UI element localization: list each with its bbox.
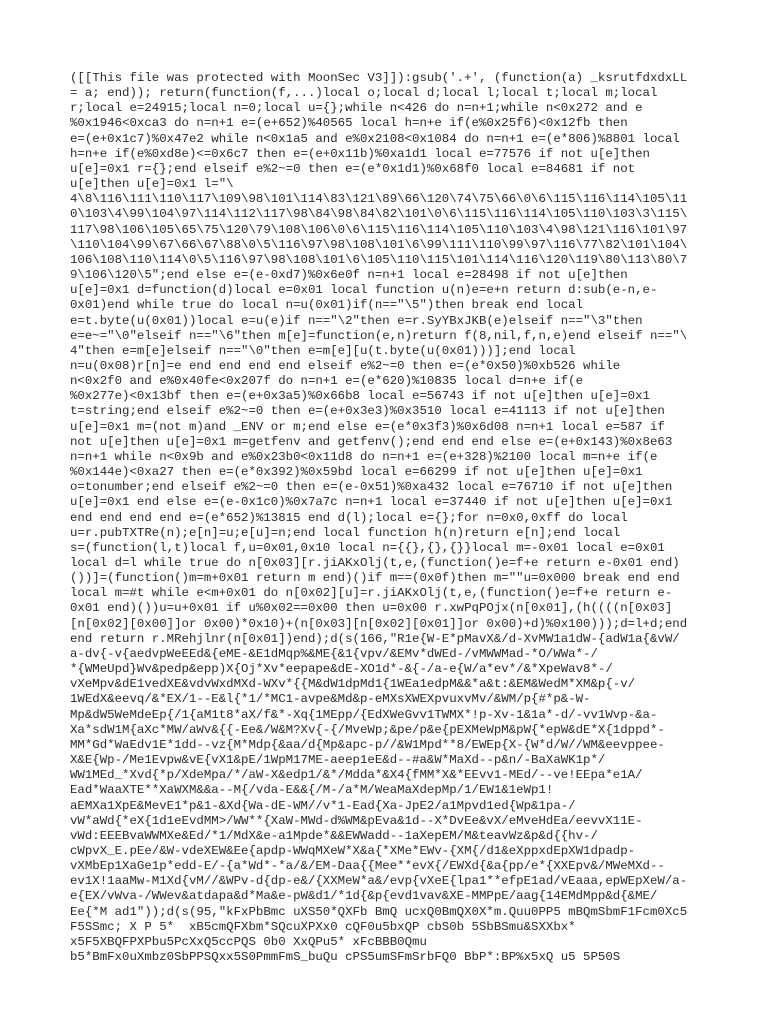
code-line: not u[e]then u[e]=0x1 m=getfenv and getfenv();end end end else e=(e+0x143)%0x8e63	[70, 434, 673, 449]
code-line: o=tonumber;end elseif e%2~=0 then e=(e-0x51)%0xa432 local e=76710 if not u[e]then	[70, 480, 673, 495]
code-line: 9\106\120\5";end else e=(e-0xd7)%0x6e0f n=n+1 local e=28498 if not u[e]then	[70, 268, 628, 283]
code-line: [n[0x02][0x00]]or 0x00)*0x10)+(n[0x03][n[0x02][0x01]]or 0x00)+d)%0x100)));d=l+d;end	[70, 616, 688, 631]
code-line: r;local e=24915;local n=0;local u={};while n<426 do n=n+1;while n<0x272 and e	[70, 101, 643, 116]
code-line: Xa*sdW1M{aXc*MW/aWv&{{-Ee&/W&M?Xv{-{/MveWp;&pe/p&e{pEXMeWpM&pW{*epW&dE*X{1dppd*-	[70, 722, 665, 737]
code-line: u[e]=0x1 end else e=(e-0x1c0)%0x7a7c n=n+1 local e=37440 if not u[e]then u[e]=0x1	[70, 495, 673, 510]
code-line: cWpvX_E.pEe/&W-vdeXEW&Ee{apdp-WWqMXeW*X&a{*XMe*EWv-{XM{/d1&eXppxdEpXW1dpadp-	[70, 843, 636, 858]
obfuscated-lua-code-block	[70, 71, 710, 965]
code-line: F5SSmc; X P 5* xB5cmQFXbm*SQcuXPXx0 cQF0u5bxQP cbS0b 5SbBSmu&SXXbx*	[70, 919, 576, 934]
code-line: n<0x2f0 and e%0x40fe<0x207f do n=n+1 e=(e*620)%10835 local d=n+e if(e	[70, 374, 584, 389]
code-line: u[e]then u[e]=0x1 l="\	[70, 177, 234, 192]
code-line: u[e]=0x1 m=(not m)and _ENV or m;end else e=(e*0x3f3)%0x6d08 n=n+1 local e=587 if	[70, 419, 665, 434]
code-line: 4"then e=m[e]elseif n=="\0"then e=m[e][u(t.byte(u(0x01)))];end local	[70, 343, 576, 358]
code-line: end return r.MRehjlnr(n[0x01])end);d(s(166,"R1e{W-E*pMavX&/d-XvMW1a1dW-{adW1a{&vW/	[70, 631, 680, 646]
code-line: local d=l while true do n[0x03][r.jiAKxOlj(t,e,(function()e=f+e return e-0x01 end)	[70, 556, 680, 570]
code-line: local m=#t while e<m+0x01 do n[0x02][u]=r.jiAKxOlj(t,e,(function()e=f+e return e-	[70, 586, 673, 601]
code-line: = a; end)); return(function(f,...)local o;local d;local l;local t;local m;local	[70, 86, 658, 101]
code-line: Ead*WaaXTE**XaWXM&&a--M{/vda-E&&{/M-/a*M/WeaMaXdepMp/1/EW1&1eWp1!	[70, 783, 554, 798]
code-line: e{EX/vWva-/WWev&atdapa&d*Ma&e-pW&d1/*1d{&p{evd1vav&XE-MMPpE/aag{14EMdMpp&d{&ME/	[70, 889, 658, 904]
code-line: vXeMpv&dE1vedXE&vdvWxdMXd-WXv*{{M&dW1dpMd1{1WEa1edpM&&*a&t:&EM&WedM*XM&p{-v/	[70, 677, 636, 692]
code-line: 0x01)end while true do local n=u(0x01)if(n=="\5")then break end local	[70, 298, 584, 313]
code-line: Ee{*M ad1"));d(s(95,"kFxPbBmc uXS50*QXFb BmQ ucxQ0BmQX0X*m.Quu0PP5 mBQmSbmF1Fcm0Xc5	[70, 904, 688, 919]
code-line: \110\104\99\67\66\67\88\0\5\116\97\98\108\101\6\99\111\110\99\97\116\77\82\101\104\	[70, 237, 688, 252]
code-line: e=e~="\0"elseif n=="\6"then m[e]=function(e,n)return f(8,nil,f,n,e)end elseif n=="\	[70, 328, 688, 343]
code-line: *{WMeUpd}Wv&pedp&epp)X{Oj*Xv*eepape&dE-XO1d*-&{-/a-e{W/a*ev*/&*XpeWav8*-/	[70, 662, 613, 677]
code-line: MM*Gd*WaEdv1E*1dd--vz{M*Mdp{&aa/d{Mp&apc-p//&W1Mpd**8/EWEp{X-{W*d/W//WM&eevppee-	[70, 737, 665, 752]
code-line: vWd:EEEBvaWWMXe&Ed/*1/MdX&e-a1Mpde*&&EWWadd--1aXepEM/M&teavWz&p&d{{hv-/	[70, 828, 598, 843]
code-line: x5F5XBQFPXPbu5PcXxQ5ccPQS 0b0 XxQPu5* xFcBBB0Qmu	[70, 934, 427, 949]
code-line: WW1MEd_*Xvd{*p/XdeMpa/*/aW-X&edp1/&*/Mdda*&X4{fMM*X&*EEvv1-MEd/--ve!EEpa*e1A/	[70, 768, 643, 783]
code-line: n=n+1 while n<0x9b and e%0x23b0<0x11d8 do n=n+1 e=(e+328)%2100 local m=n+e if(e	[70, 449, 658, 464]
code-line: 106\108\110\114\0\5\116\97\98\108\101\6\105\110\115\101\114\116\120\119\80\113\80\7	[70, 252, 688, 267]
code-line: X&E{Wp-/Me1Evpw&vE{vX1&pE/1WpM17ME-aeep1eE&d--#a&W*MaXd--p&n/-BaXaWK1p*/	[70, 753, 606, 768]
code-line: aEMXa1XpE&MevE1*p&1-&Xd{Wa-dE-WM//v*1-Ead{Xa-JpE2/a1Mpvd1ed{Wp&1pa-/	[70, 798, 576, 813]
code-line: 117\98\106\105\65\75\120\79\108\106\0\6\115\116\114\105\110\103\4\98\121\116\101\97	[70, 222, 688, 237]
code-line: b5*BmFx0uXmbz0SbPPSQxx5S0PmmFmS_buQu cPS5umSFmSrbFQ0 BbP*:BP%x5xQ u5 5P50S	[70, 950, 621, 965]
code-line: vXMbEp1XaGe1p*edd-E/-{a*Wd*-*a/&/EM-Daa{{Mee**evX{/EWXd{&a{pp/e*{XXEpv&/MWeMXd--	[70, 859, 665, 874]
code-line: vW*aWd{*eX{1d1eEvdMM>/WW**{XaW-MWd-d%WM&pEva&1d--X*DvEe&vX/eMveHdEa/eevvX11E-	[70, 813, 643, 828]
code-line: ev1X!1aaMw-M1Xd{vM//&WPv-d{dp-e&/{XXMeW*a&/evp{vXeE{lpa1**efpE1ad/vEaaa,epWEpXeW/a-	[70, 874, 688, 889]
code-line: ([[This file was protected with MoonSec V3]]):gsub('.+', (function(a) _ksrutfdxdxLL	[70, 71, 688, 85]
code-line: ())]=(function()m=m+0x01 return m end)()if m==(0x0f)then m=""u=0x000 break end end	[70, 571, 680, 586]
code-line: 0\103\4\99\104\97\114\112\117\98\84\98\84\82\101\0\6\115\116\114\105\110\103\3\115\	[70, 207, 688, 222]
code-line: 0x01 end)())u=u+0x01 if u%0x02==0x00 then u=0x00 r.xwPqPOjx(n[0x01],(h((((n[0x03]	[70, 601, 673, 616]
code-line: s=(function(l,t)local f,u=0x01,0x10 local n={{},{},{}}local m=-0x01 local e=0x01	[70, 540, 665, 555]
code-line: t=string;end elseif e%2~=0 then e=(e+0x3e3)%0x3510 local e=41113 if not u[e]then	[70, 404, 665, 419]
code-line: a-dv{-v{aedvpWeEEd&{eME-&E1dMqp%&ME{&1{vpv/&EMv*dWEd-/vMWWMad-*O/WWa*-/	[70, 646, 598, 661]
code-line: Mp&dW5WeMdeEp{/1{aM1t8*aX/f&*-Xq{1MEpp/{EdXWeGvv1TWMX*!p-Xv-1&1a*-d/-vv1Wvp-&a-	[70, 707, 658, 722]
code-line: u[e]=0x1 d=function(d)local e=0x01 local function u(n)e=e+n return d:sub(e-n,e-	[70, 283, 658, 298]
code-line: end end end end e=(e*652)%13815 end d(l);local e={};for n=0x0,0xff do local	[70, 510, 628, 525]
code-line: %0x144e)<0xa27 then e=(e*0x392)%0x59bd local e=66299 if not u[e]then u[e]=0x1	[70, 465, 643, 480]
code-line: u[e]=0x1 r={};end elseif e%2~=0 then e=(e*0x1d1)%0x68f0 local e=84681 if not	[70, 161, 636, 176]
code-line: 1WEdX&eevq/&*EX/1--E&l{*1/*MC1-avpe&Md&p-eMXsXWEXpvuxvMv/&WM/p{#*p&-W-	[70, 692, 591, 707]
code-line: e=(e+0x1c7)%0x47e2 while n<0x1a5 and e%0x2108<0x1084 do n=n+1 e=(e*806)%8801 local	[70, 131, 680, 146]
code-line: %0x277e)<0x13bf then e=(e+0x3a5)%0x66b8 local e=56743 if not u[e]then u[e]=0x1	[70, 389, 650, 404]
code-line: n=u(0x08)r[n]=e end end end end elseif e%2~=0 then e=(e*0x50)%0xb526 while	[70, 358, 621, 373]
code-line: h=n+e if(e%0xd8e)<=0x6c7 then e=(e+0x11b)%0xa1d1 local e=77576 if not u[e]then	[70, 146, 650, 161]
code-line: e=t.byte(u(0x01))local e=u(e)if n=="\2"then e=r.SyYBxJKB(e)elseif n=="\3"then	[70, 313, 643, 328]
code-line: %0x1946<0xca3 do n=n+1 e=(e+652)%40565 local h=n+e if(e%0x25f6)<0x12fb then	[70, 116, 628, 131]
code-line: u=r.pubTXTRe(n);e[n]=u;e[u]=n;end local function h(n)return e[n];end local	[70, 525, 621, 540]
code-line: 4\8\116\111\110\117\109\98\101\114\83\121\89\66\120\74\75\66\0\6\115\116\114\105\11	[70, 192, 688, 207]
